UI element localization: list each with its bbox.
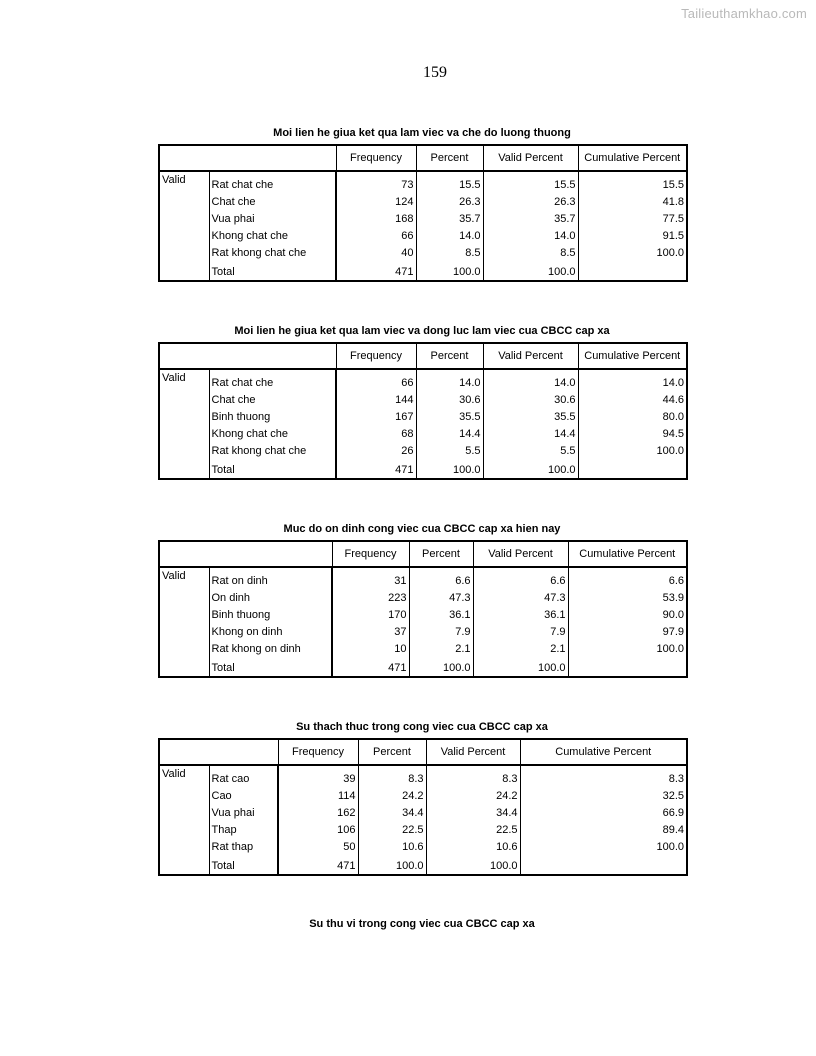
header-percent: Percent [416, 145, 483, 171]
row-category: Rat thap [209, 836, 278, 853]
row-category: On dinh [209, 587, 332, 604]
row-frequency: 144 [336, 389, 416, 406]
page-number: 159 [423, 64, 447, 81]
frequency-table-3 [158, 540, 688, 678]
row-valid-percent: 100.0 [473, 655, 568, 677]
row-valid-percent: 5.5 [483, 440, 578, 457]
frequency-table-2 [158, 342, 688, 480]
row-frequency: 31 [332, 567, 409, 587]
row-cumulative-percent: 41.8 [662, 196, 684, 208]
table-row [159, 423, 687, 440]
row-frequency: 40 [336, 242, 416, 259]
row-category: Vua phai [209, 802, 278, 819]
row-valid-percent: 100.0 [483, 259, 578, 281]
header-frequency: Frequency [278, 739, 358, 765]
row-category: Chat che [209, 191, 336, 208]
row-percent: 10.6 [358, 836, 426, 853]
table-row [159, 802, 687, 819]
row-category: Thap [209, 819, 278, 836]
row-frequency: 114 [278, 785, 358, 802]
row-cumulative-percent: 89.4 [662, 824, 684, 836]
header-valid-percent: Valid Percent [483, 145, 578, 171]
header-percent: Percent [358, 739, 426, 765]
row-percent: 100.0 [416, 259, 483, 281]
row-percent: 15.5 [416, 171, 483, 191]
row-valid-percent: 7.9 [473, 621, 568, 638]
row-percent: 5.5 [416, 440, 483, 457]
header-percent: Percent [416, 343, 483, 369]
row-percent: 8.5 [416, 242, 483, 259]
header-frequency: Frequency [332, 541, 409, 567]
row-cumulative-percent: 44.6 [662, 394, 684, 406]
table-header-row [159, 541, 687, 567]
row-cumulative-percent: 97.9 [662, 626, 684, 638]
row-category: Rat cao [209, 765, 278, 785]
row-valid-percent: 100.0 [426, 853, 520, 875]
row-frequency: 124 [336, 191, 416, 208]
row-valid-percent: 8.3 [426, 765, 520, 785]
table-header-row [159, 739, 687, 765]
table-row [159, 836, 687, 853]
row-frequency: 471 [336, 259, 416, 281]
row-valid-percent: 8.5 [483, 242, 578, 259]
row-category: Rat chat che [209, 171, 336, 191]
row-percent: 100.0 [358, 853, 426, 875]
row-cumulative-percent: 8.3 [668, 773, 684, 785]
header-frequency: Frequency [336, 343, 416, 369]
row-category: Cao [209, 785, 278, 802]
table-row [159, 567, 687, 587]
row-category: Vua phai [209, 208, 336, 225]
row-percent: 47.3 [409, 587, 473, 604]
table-row [159, 819, 687, 836]
row-frequency: 471 [336, 457, 416, 479]
row-category: Rat khong chat che [209, 440, 336, 457]
row-cumulative-percent [578, 457, 687, 479]
row-percent: 8.3 [358, 765, 426, 785]
row-valid-percent: 15.5 [483, 171, 578, 191]
table-title-4: Su thach thuc trong cong viec cua CBCC cap xa [296, 721, 548, 733]
row-percent: 36.1 [409, 604, 473, 621]
row-category: Total [209, 457, 336, 479]
header-valid-percent: Valid Percent [473, 541, 568, 567]
row-valid-percent: 30.6 [483, 389, 578, 406]
row-frequency: 39 [278, 765, 358, 785]
header-valid-percent: Valid Percent [426, 739, 520, 765]
valid-group-label: Valid [159, 171, 209, 281]
row-valid-percent: 2.1 [473, 638, 568, 655]
header-blank-cell [159, 541, 332, 567]
row-category: Rat on dinh [209, 567, 332, 587]
header-blank-cell [159, 343, 336, 369]
row-category: Binh thuong [209, 604, 332, 621]
row-percent: 7.9 [409, 621, 473, 638]
row-cumulative-percent: 100.0 [656, 841, 684, 853]
table-row [159, 587, 687, 604]
row-cumulative-percent: 90.0 [662, 609, 684, 621]
row-cumulative-percent: 6.6 [668, 575, 684, 587]
table-row-total [159, 259, 687, 281]
row-frequency: 26 [336, 440, 416, 457]
table-title-5: Su thu vi trong cong viec cua CBCC cap xa [309, 918, 535, 930]
header-cumulative-percent: Cumulative Percent [578, 343, 687, 369]
valid-group-label: Valid [159, 369, 209, 479]
table-row [159, 604, 687, 621]
table-row [159, 406, 687, 423]
table-header-row [159, 145, 687, 171]
table-row [159, 171, 687, 191]
row-cumulative-percent: 66.9 [662, 807, 684, 819]
row-percent: 26.3 [416, 191, 483, 208]
header-cumulative-percent: Cumulative Percent [568, 541, 687, 567]
header-cumulative-percent: Cumulative Percent [578, 145, 687, 171]
row-frequency: 167 [336, 406, 416, 423]
row-valid-percent: 14.0 [483, 225, 578, 242]
row-cumulative-percent: 100.0 [656, 247, 684, 259]
row-frequency: 50 [278, 836, 358, 853]
table-row [159, 225, 687, 242]
row-cumulative-percent: 77.5 [662, 213, 684, 225]
row-cumulative-percent: 100.0 [656, 643, 684, 655]
row-valid-percent: 34.4 [426, 802, 520, 819]
row-frequency: 37 [332, 621, 409, 638]
row-frequency: 471 [332, 655, 409, 677]
row-frequency: 168 [336, 208, 416, 225]
row-valid-percent: 24.2 [426, 785, 520, 802]
header-percent: Percent [409, 541, 473, 567]
row-percent: 14.0 [416, 225, 483, 242]
table-row [159, 621, 687, 638]
row-valid-percent: 100.0 [483, 457, 578, 479]
table-row [159, 191, 687, 208]
table-row-total [159, 655, 687, 677]
row-valid-percent: 10.6 [426, 836, 520, 853]
row-cumulative-percent: 53.9 [662, 592, 684, 604]
watermark: Tailieuthamkhao.com [681, 6, 807, 21]
row-percent: 35.5 [416, 406, 483, 423]
row-valid-percent: 14.4 [483, 423, 578, 440]
frequency-table-1 [158, 144, 688, 282]
row-category: Binh thuong [209, 406, 336, 423]
row-frequency: 10 [332, 638, 409, 655]
row-valid-percent: 35.7 [483, 208, 578, 225]
row-cumulative-percent: 100.0 [656, 445, 684, 457]
row-valid-percent: 26.3 [483, 191, 578, 208]
row-cumulative-percent: 32.5 [662, 790, 684, 802]
row-frequency: 66 [336, 369, 416, 389]
table-title-1: Moi lien he giua ket qua lam viec va che do luong thuong [273, 127, 571, 139]
table-row-total [159, 853, 687, 875]
row-frequency: 471 [278, 853, 358, 875]
row-percent: 100.0 [416, 457, 483, 479]
row-valid-percent: 14.0 [483, 369, 578, 389]
row-percent: 100.0 [409, 655, 473, 677]
row-percent: 24.2 [358, 785, 426, 802]
valid-group-label: Valid [159, 567, 209, 677]
table-title-2: Moi lien he giua ket qua lam viec va dong luc lam viec cua CBCC cap xa [234, 325, 610, 337]
row-category: Khong on dinh [209, 621, 332, 638]
row-cumulative-percent [578, 259, 687, 281]
table-row [159, 785, 687, 802]
row-frequency: 162 [278, 802, 358, 819]
row-category: Total [209, 853, 278, 875]
row-cumulative-percent [568, 655, 687, 677]
row-category: Rat khong on dinh [209, 638, 332, 655]
row-cumulative-percent: 14.0 [662, 377, 684, 389]
header-valid-percent: Valid Percent [483, 343, 578, 369]
row-cumulative-percent: 91.5 [662, 230, 684, 242]
row-percent: 35.7 [416, 208, 483, 225]
row-category: Rat chat che [209, 369, 336, 389]
header-frequency: Frequency [336, 145, 416, 171]
row-frequency: 223 [332, 587, 409, 604]
row-valid-percent: 6.6 [473, 567, 568, 587]
row-frequency: 73 [336, 171, 416, 191]
header-blank-cell [159, 739, 278, 765]
table-row [159, 389, 687, 406]
row-category: Khong chat che [209, 225, 336, 242]
row-category: Rat khong chat che [209, 242, 336, 259]
row-category: Total [209, 259, 336, 281]
table-row [159, 440, 687, 457]
row-percent: 14.4 [416, 423, 483, 440]
row-percent: 2.1 [409, 638, 473, 655]
row-cumulative-percent: 94.5 [662, 428, 684, 440]
header-blank-cell [159, 145, 336, 171]
row-valid-percent: 47.3 [473, 587, 568, 604]
row-frequency: 68 [336, 423, 416, 440]
table-title-3: Muc do on dinh cong viec cua CBCC cap xa hien nay [283, 523, 561, 535]
row-cumulative-percent: 80.0 [662, 411, 684, 423]
table-row [159, 369, 687, 389]
table-row [159, 765, 687, 785]
row-percent: 6.6 [409, 567, 473, 587]
table-header-row [159, 343, 687, 369]
row-frequency: 170 [332, 604, 409, 621]
row-valid-percent: 36.1 [473, 604, 568, 621]
row-cumulative-percent: 15.5 [662, 179, 684, 191]
row-category: Chat che [209, 389, 336, 406]
table-row [159, 242, 687, 259]
row-valid-percent: 35.5 [483, 406, 578, 423]
row-category: Total [209, 655, 332, 677]
header-cumulative-percent: Cumulative Percent [520, 739, 687, 765]
row-valid-percent: 22.5 [426, 819, 520, 836]
row-category: Khong chat che [209, 423, 336, 440]
valid-group-label: Valid [159, 765, 209, 875]
row-percent: 30.6 [416, 389, 483, 406]
table-row [159, 638, 687, 655]
row-frequency: 106 [278, 819, 358, 836]
row-frequency: 66 [336, 225, 416, 242]
table-row [159, 208, 687, 225]
row-cumulative-percent [520, 853, 687, 875]
row-percent: 22.5 [358, 819, 426, 836]
row-percent: 34.4 [358, 802, 426, 819]
frequency-table-4 [158, 738, 688, 876]
row-percent: 14.0 [416, 369, 483, 389]
table-row-total [159, 457, 687, 479]
